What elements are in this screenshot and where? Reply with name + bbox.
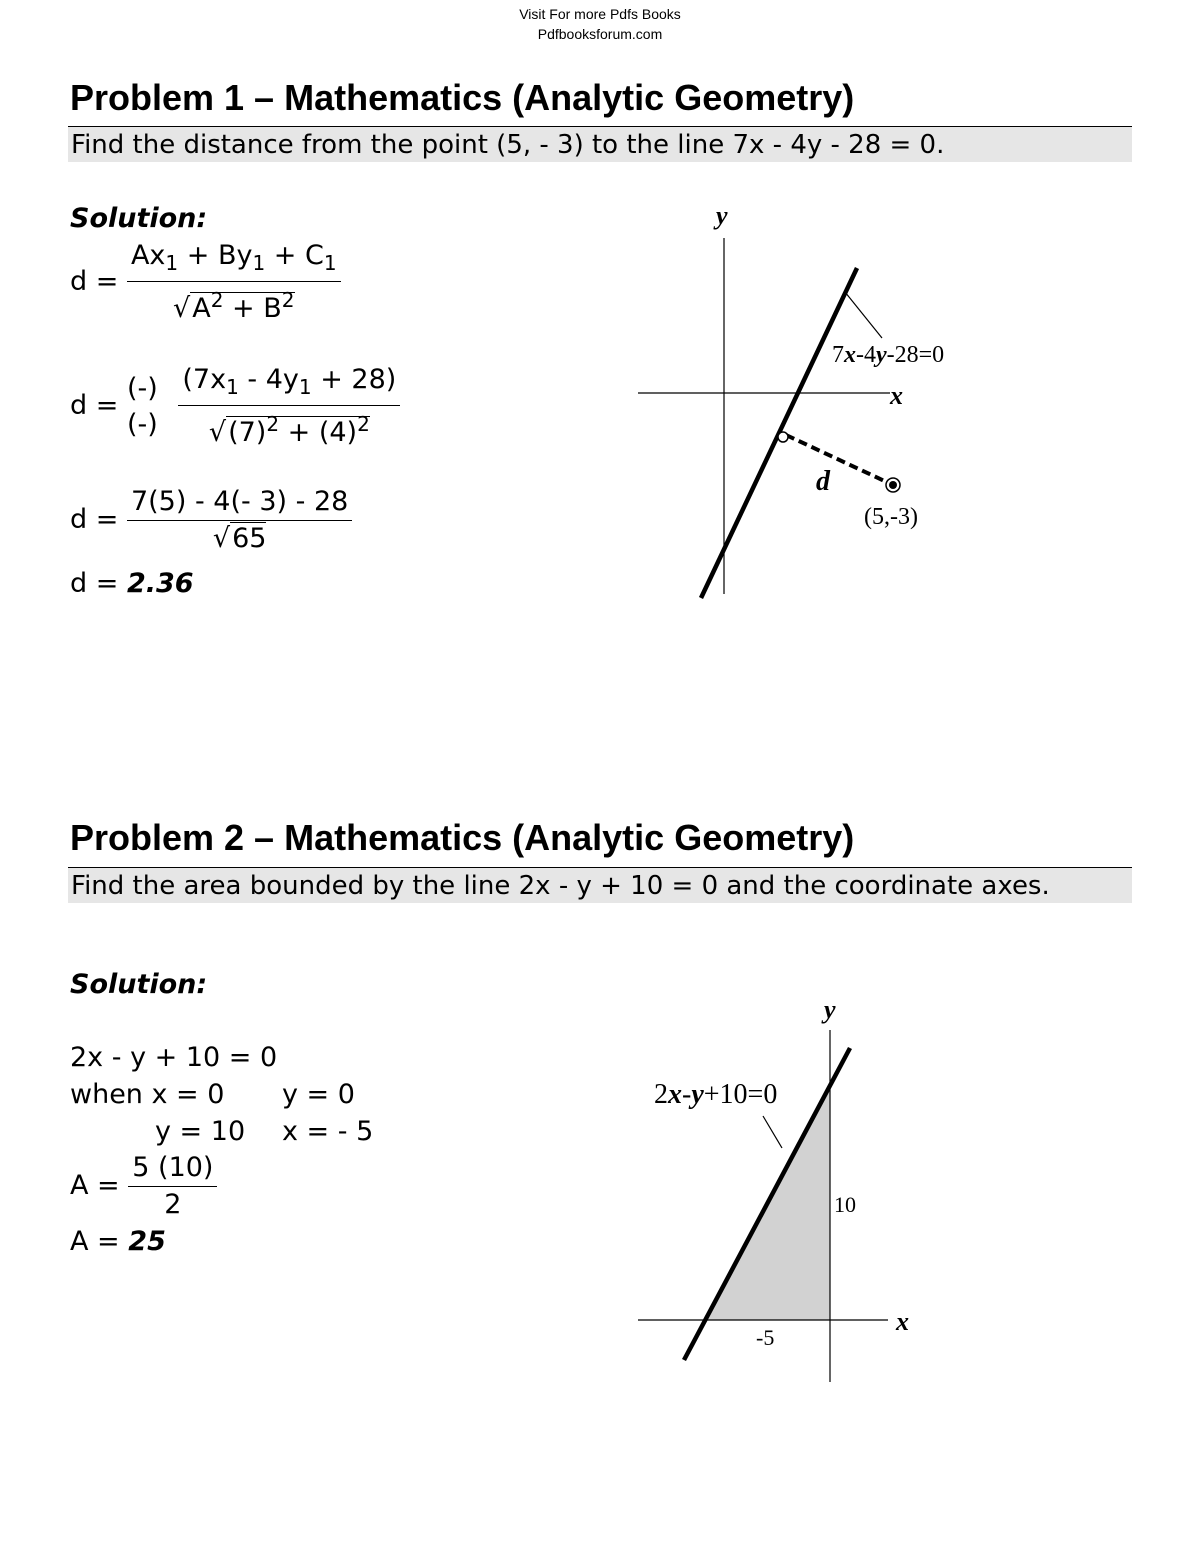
problem-1-formula: [70, 240, 341, 325]
problem-2-statement: Find the area bounded by the line 2x - y + 10 = 0 and the coordinate axes.: [68, 867, 1132, 903]
sign-column: (-) (-): [126, 372, 158, 440]
problem-2-figure: [600, 990, 1000, 1400]
problem-2-x-neg5: x = - 5: [282, 1116, 374, 1147]
eq1-lhs: d =: [70, 266, 119, 297]
distance-label: d: [816, 466, 830, 497]
leader-line: [763, 1116, 782, 1148]
watermark-line-1: Visit For more Pdfs Books: [519, 6, 681, 22]
problem-1-statement: Find the distance from the point (5, - 3) to the line 7x - 4y - 28 = 0.: [68, 126, 1132, 162]
problem-2-title: Problem 2 – Mathematics (Analytic Geometry): [70, 817, 855, 858]
line-label: 2x-y+10=0: [654, 1079, 778, 1110]
point-label: (5,-3): [864, 504, 918, 530]
problem-2-y-zero: y = 0: [282, 1079, 355, 1110]
sqrt-icon: √: [212, 523, 231, 554]
problem-1-numeric: d = $\frac{7(5) - 4(- 3) - 28}{√65}$: [70, 486, 352, 555]
eq1-fraction: $\frac{Ax_1 + By_1 + C_1}{√A^2 + B^2}$: [127, 240, 341, 325]
problem-2-answer: A = 25: [70, 1226, 166, 1257]
problem-1-substitution: d = (-) (-) $\frac{(7x_1 - 4y_1 + 28)}{√(7)^2 + (4)^2}$: [70, 364, 400, 449]
x-intercept-label: -5: [756, 1325, 775, 1350]
problem-2-equation: 2x - y + 10 = 0: [70, 1042, 278, 1073]
y-intercept-label: 10: [834, 1192, 856, 1217]
problem-2-solution-label: Solution:: [70, 969, 208, 1000]
eq2-fraction: $\frac{(7x_1 - 4y_1 + 28)}{√(7)^2 + (4)^2}$: [178, 364, 400, 449]
problem-2-area-formula: A = $\frac{5 (10)}{2}$: [70, 1152, 217, 1221]
problem-2-when-x: when x = 0: [70, 1079, 225, 1110]
answer-value: 2.36: [126, 568, 194, 599]
watermark-line-2: Pdfbooksforum.com: [537, 26, 663, 42]
x-axis-label: x: [890, 381, 903, 410]
point-marker-inner: [889, 481, 897, 489]
answer-value: 25: [128, 1226, 166, 1257]
foot-point: [778, 432, 788, 442]
leader-line: [845, 292, 882, 338]
problem-1-answer: d = 2.36: [70, 568, 194, 599]
sqrt-icon: √: [208, 417, 227, 448]
problem-1-solution-label: Solution:: [70, 203, 208, 234]
problem-1-title: Problem 1 – Mathematics (Analytic Geometry): [70, 77, 855, 118]
problem-1-figure: [600, 190, 1020, 620]
y-axis-label: y: [824, 995, 836, 1024]
problem-2-y-ten: y = 10: [155, 1116, 246, 1147]
distance-dashes: [786, 435, 893, 485]
y-axis-label: y: [716, 201, 728, 230]
line-label: 7x-4y-28=0: [832, 342, 945, 368]
area-fraction: $\frac{5 (10)}{2}$: [128, 1152, 217, 1221]
sqrt-icon: √: [173, 293, 191, 324]
eq3-fraction: $\frac{7(5) - 4(- 3) - 28}{√65}$: [127, 486, 352, 555]
x-axis-label: x: [896, 1307, 909, 1336]
